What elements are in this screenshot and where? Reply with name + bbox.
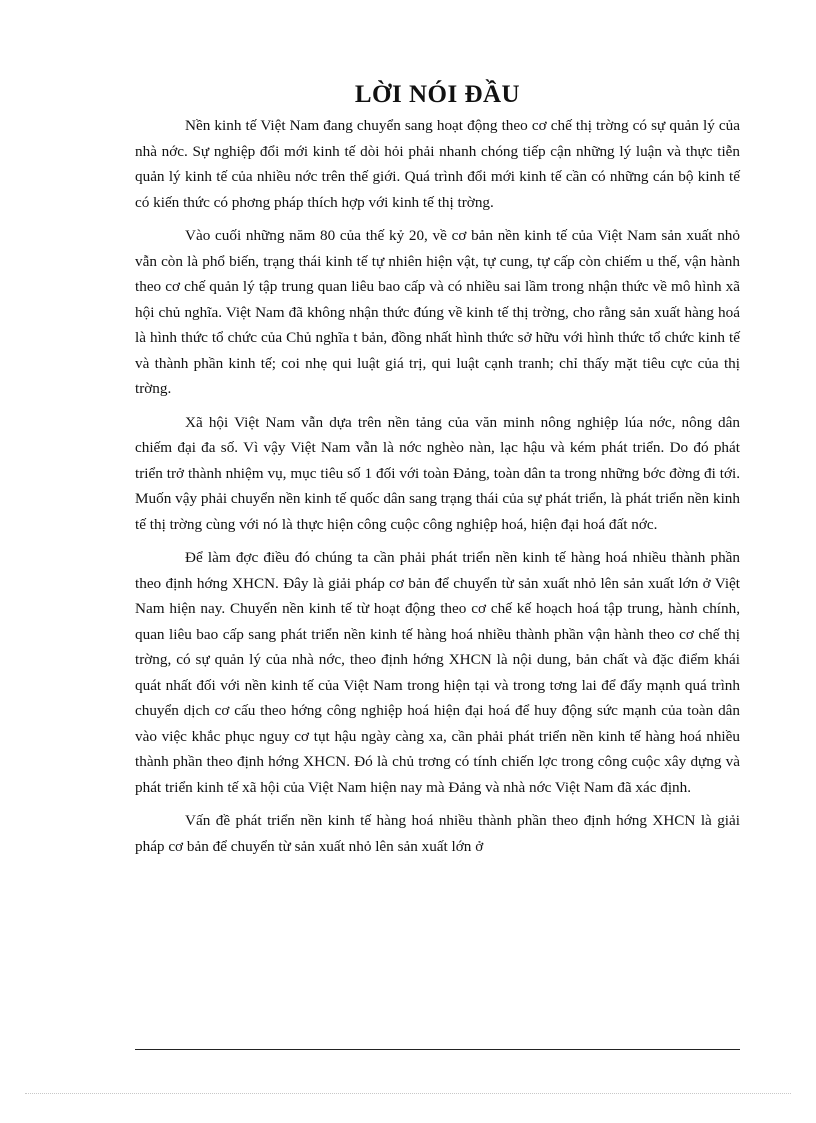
document-body <box>135 80 740 867</box>
paragraph-4: Để làm đợc điều đó chúng ta cần phải phát triển nền kinh tế hàng hoá nhiều thành phần theo định hớng XHCN. Đây là giải pháp cơ bản để chuyển từ sản xuất nhỏ lên sản xuất lớn ở Việt Nam hiện nay. Chuyển nền kinh tế từ hoạt động theo cơ chế kế hoạch hoá tập trung, hành chính, quan liêu bao cấp sang phát triển nền kinh tế hàng hoá nhiều thành phần vận hành theo cơ chế thị trờng, có sự quản lý của nhà nớc, theo định hớng XHCN là nội dung, bản chất và đặc điểm khái quát nhất đối với nền kinh tế của Việt Nam trong hiện tại và trong tơng lai để đẩy mạnh quá trình chuyển dịch cơ cấu theo hớng công nghiệp hoá hiện đại hoá để huy động sức mạnh của toàn dân vào việc khắc phục nguy cơ tụt hậu ngày càng xa, cần phải phát triển nền kinh tế hàng hoá nhiều thành phần theo định hớng XHCN. Đó là chủ trơng có tính chiến lợc trong công cuộc xây dựng và phát triển kinh tế xã hội của Việt Nam hiện nay mà Đảng và nhà nớc Việt Nam đã xác định. <box>135 549 740 796</box>
paragraph-5: Vấn đề phát triển nền kinh tế hàng hoá nhiều thành phần theo định hớng XHCN là giải pháp cơ bản để chuyển từ sản xuất nhỏ lên sản xuất lớn ở <box>135 812 740 855</box>
paragraph-3: Xã hội Việt Nam vẫn dựa trên nền tảng của văn minh nông nghiệp lúa nớc, nông dân chiếm đại đa số. Vì vậy Việt Nam vẫn là nớc nghèo nàn, lạc hậu và kém phát triển. Do đó phát triển trở thành nhiệm vụ, mục tiêu số 1 đối với toàn Đảng, toàn dân ta trong những bớc đờng đi tới. Muốn vậy phải chuyển nền kinh tế quốc dân sang trạng thái của sự phát triển, là phát triển nền kinh tế thị trờng cùng với nó là thực hiện công cuộc công nghiệp hoá, hiện đại hoá đất nớc. <box>135 413 740 533</box>
paragraph-1: Nền kinh tế Việt Nam đang chuyển sang hoạt động theo cơ chế thị trờng có sự quản lý của nhà nớc. Sự nghiệp đổi mới kinh tế dòi hỏi phải nhanh chóng tiếp cận những lý luận và thực tiễn quản lý kinh tế của nhiều nớc trên thế giới. Quá trình đổi mới kinh tế cần có những cán bộ kinh tế có kiến thức có phơng pháp thích hợp với kinh tế thị trờng. <box>135 117 740 211</box>
document-title: LỜI NÓI ĐẦU <box>354 81 521 108</box>
page-bottom-dotted-line <box>25 1093 791 1094</box>
paragraph-2: Vào cuối những năm 80 của thế kỷ 20, về cơ bản nền kinh tế của Việt Nam sản xuất nhỏ vẫn còn là phổ biến, trạng thái kinh tế tự nhiên hiện vật, tự cung, tự cấp còn chiếm u thế, vận hành theo cơ chế quản lý tập trung quan liêu bao cấp và có nhiều sai lầm trong nhận thức về mô hình xã hội chủ nghĩa. Việt Nam đã không nhận thức đúng về kinh tế thị trờng, cho rằng sản xuất hàng hoá là hình thức tổ chức của Chủ nghĩa t bản, đồng nhất hình thức sở hữu với hình thức tổ chức kinh tế và thành phần kinh tế; coi nhẹ qui luật giá trị, qui luật cạnh tranh; chỉ thấy mặt tiêu cực của thị trờng. <box>135 227 740 397</box>
footer-rule <box>135 1049 740 1050</box>
